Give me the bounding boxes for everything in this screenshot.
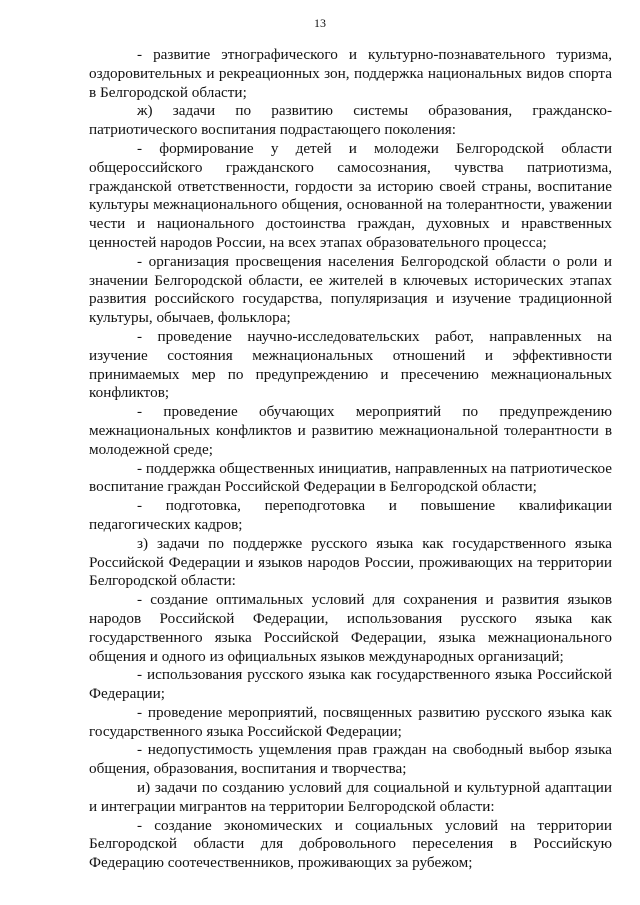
paragraph: - недопустимость ущемления прав граждан на свободный выбор языка общения, образования, воспитания и творчества; — [89, 741, 612, 778]
paragraph: - организация просвещения населения Белгородской области о роли и значении Белгородской области, ее жителей в ключевых исторических этапах развития российского государства, популяризация и изучение традиционной культуры, обычаев, фольклора; — [89, 252, 612, 327]
paragraph: ж) задачи по развитию системы образования, гражданско-патриотического воспитания подрастающего поколения: — [89, 102, 612, 139]
paragraph: - подготовка, переподготовка и повышение квалификации педагогических кадров; — [89, 497, 612, 533]
paragraph: - проведение мероприятий, посвященных развитию русского языка как государственного языка Российской Федерации; — [89, 703, 612, 740]
paragraph: и) задачи по созданию условий для социальной и культурной адаптации и интеграции мигрантов на территории Белгородской области: — [89, 779, 612, 815]
paragraph: - создание оптимальных условий для сохранения и развития языков народов Российской Федерации, использования русского языка как государственного языка Российской Федерации, языка межнационального общения и одного из официальных языков международных организаций; — [89, 591, 612, 665]
paragraph: - использования русского языка как государственного языка Российской Федерации; — [89, 666, 612, 703]
paragraph: - поддержка общественных инициатив, направленных на патриотическое воспитание граждан Российской Федерации в Белгородской области; — [89, 459, 612, 496]
paragraph: - создание экономических и социальных условий на территории Белгородской области для добровольного переселения в Российскую Федерацию соотечественников, проживающих за рубежом; — [89, 816, 612, 872]
paragraph: - проведение научно-исследовательских работ, направленных на изучение состояния межнациональных отношений и эффективности принимаемых мер по предупреждению и пресечению межнациональных конфликтов; — [89, 327, 612, 402]
paragraph: - развитие этнографического и культурно-познавательного туризма, оздоровительных и рекреационных зон, поддержка национальных видов спорта в Белгородской области; — [89, 46, 612, 101]
paragraph: - формирование у детей и молодежи Белгородской области общероссийского гражданского самосознания, чувства патриотизма, гражданской ответственности, гордости за историю своей страны, воспитание культуры межнационального общения, основанной на толерантности, уважении чести и национального достоинства граждан, духовных и нравственных ценностей народов России, на всех этапах образовательного процесса; — [89, 139, 612, 251]
paragraph: - проведение обучающих мероприятий по предупреждению межнациональных конфликтов и развитию межнациональной толерантности в молодежной среде; — [89, 403, 612, 458]
document-body — [89, 46, 612, 873]
page-number: 13 — [314, 16, 326, 30]
paragraph: з) задачи по поддержке русского языка как государственного языка Российской Федерации и языков народов России, проживающих на территории Белгородской области: — [89, 534, 612, 590]
